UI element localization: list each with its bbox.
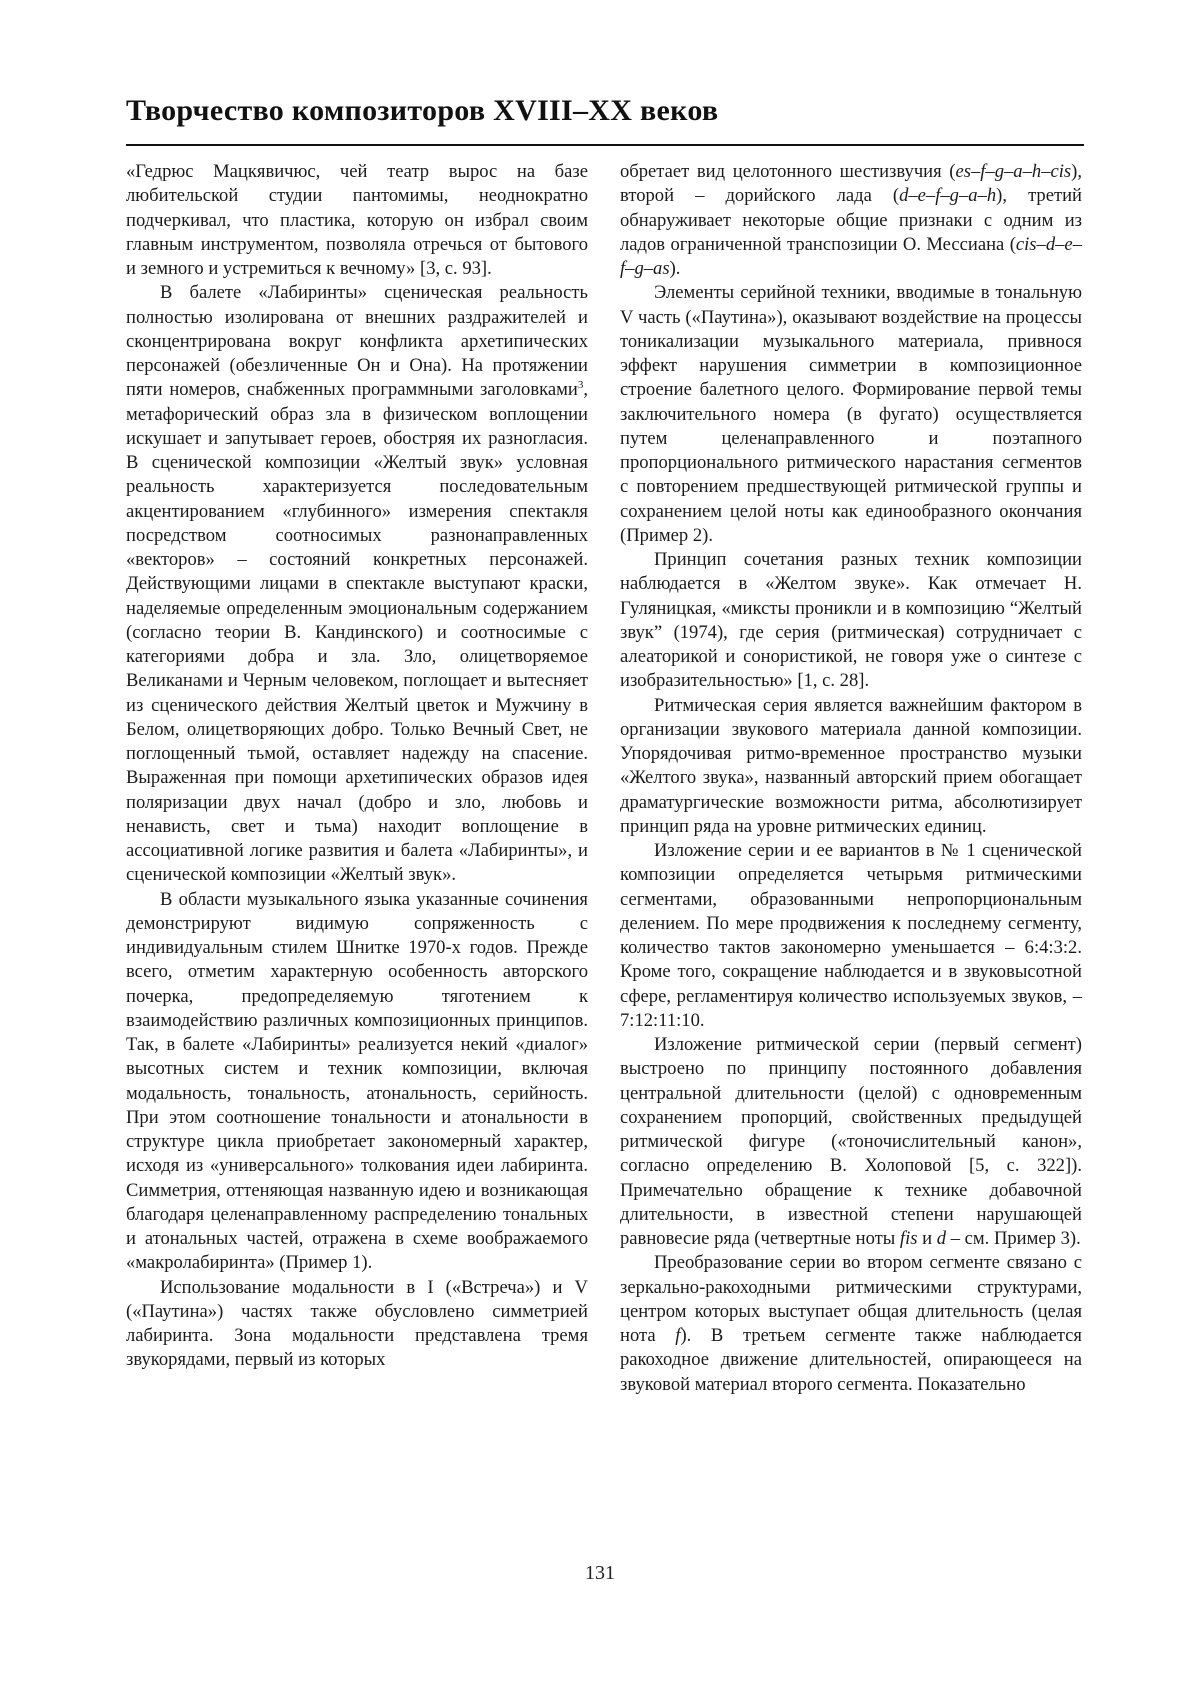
scale-notes: cis–d–e–f–g–as	[620, 233, 1082, 279]
paragraph: Принцип сочетания разных техник композиции наблюдается в «Желтом звуке». Как отмечает Н. Гуляницкая, «миксты проникли и в композицию “Желтый звук” (1974), где серия (ритмическая) сотрудничает с алеаторикой и сонористикой, не говоря уже о синтезе с изобразительностью» [1, с. 28].	[620, 549, 1082, 692]
footnote-ref[interactable]: 3	[577, 379, 584, 392]
right-column	[620, 160, 1082, 1397]
paragraph-text: , метафорический образ зла в физическом воплощении искушает и запутывает героев, обостряя их разногласия. В сценической композиции «Желтый звук» условная реальность характеризуется последовательным акцентированием «глубинного» измерения спектакля посредством соотносимых разнонаправленных «векторов» – состояний конкретных персонажей. Действующими лицами в спектакле выступают краски, наделяемые определенным эмоциональным содержанием (согласно теории В. Кандинского) и соотносимые с категориями добра и зла. Зло, олицетворяемое Великанами и Черным человеком, поглощает и вытесняет из сценического действия Желтый цветок и Мужчину в Белом, олицетворяющих добро. Только Вечный Свет, не поглощенный тьмой, оставляет надежду на спасение. Выраженная при помощи архетипических образов идея поляризации двух начал (добро и зло, любовь и ненависть, свет и тьма) находит воплощение в ассоциативной логике развития и балета «Лабиринты», и сценической композиции «Желтый звук».	[126, 379, 588, 886]
paragraph-text: – см. Пример 3).	[946, 1228, 1081, 1249]
paragraph-text: Преобразование серии во втором сегменте связано с зеркально-ракоходными ритмическими структурами, центром которых выступает общая длительность (целая нота	[620, 1252, 1082, 1346]
page-number: 131	[585, 1562, 615, 1584]
paragraph: Элементы серийной техники, вводимые в тональную V часть («Паутина»), оказывают воздействие на процессы тоникализации музыкального материала, привнося эффект нарушения симметрии в композиционное строение балетного целого. Формирование первой темы заключительного номера (в фугато) осуществляется путем целенаправленного и поэтапного пропорционального ритмического нарастания сегментов с повторением предшествующей ритмической группы и сохранением целой ноты как единообразного окончания (Пример 2).	[620, 282, 1082, 546]
paragraph	[620, 160, 1082, 281]
paragraph-text: ).	[669, 258, 681, 279]
paragraph: В области музыкального языка указанные сочинения демонстрируют видимую сопряженность с индивидуальным стилем Шнитке 1970-х годов. Прежде всего, отметим характерную особенность авторского почерка, предопределяемую тяготением к взаимодействию различных композиционных принципов. Так, в балете «Лабиринты» реализуется некий «диалог» высотных систем и техник композиции, включая модальность, тональность, атональность, серийность. При этом соотношение тональности и атональности в структуре цикла приобретает закономерный характер, исходя из «универсального» толкования идеи лабиринта. Симметрия, оттеняющая названную идею и возникающая благодаря целенаправленному распределению тональных и атональных частей, отражена в схеме воображаемого «макролабиринта» (Пример 1).	[126, 888, 588, 1274]
paragraph-text: ), второй – дорийского лада (	[620, 161, 1082, 207]
paragraph-text: Изложение ритмической серии (первый сегмент) выстроено по принципу постоянного добавления центральной длительности (целой) с одновременным сохранением пропорций, свойственных предыдущей ритмической фигуре («тоночислительный канон», согласно определению В. Холоповой [5, с. 322]). Примечательно обращение к технике добавочной длительности, в известной степени нарушающей равновесие ряда (четвертные ноты	[620, 1034, 1082, 1249]
note-name: d	[936, 1228, 947, 1249]
paragraph: Использование модальности в I («Встреча») и V («Паутина») частях также обусловлено симметрией лабиринта. Зона модальности представлена тремя звукорядами, первый из которых	[126, 1276, 588, 1371]
note-name: f	[675, 1325, 681, 1346]
scale-notes: d–e–f–g–a–h	[899, 185, 997, 207]
scale-notes: es–f–g–a–h–cis	[955, 161, 1072, 182]
paragraph-text: и	[917, 1228, 937, 1249]
header-rule	[126, 144, 1084, 146]
paragraph	[620, 1251, 1082, 1397]
paragraph-text: ). В третьем сегменте также наблюдается ракоходное движение длительностей, опирающееся на звуковой материал второго сегмента. Показательно	[620, 1325, 1082, 1395]
note-name: fis	[899, 1228, 918, 1249]
left-column	[126, 160, 588, 1373]
running-title: Творчество композиторов XVIII–XX веков	[126, 94, 719, 127]
paragraph-text: ), третий обнаруживает некоторые общие признаки с одним из ладов ограниченной транспозиции О. Мессиана (	[620, 185, 1083, 255]
paragraph: «Гедрюс Мацкявичюс, чей театр вырос на базе любительской студии пантомимы, неоднократно подчеркивал, что пластика, которую он избрал своим главным инструментом, позволяла отречься от бытового и земного и устремиться к вечному» [3, с. 93].	[126, 161, 588, 279]
paragraph	[620, 1033, 1082, 1251]
paragraph: Изложение серии и ее вариантов в № 1 сценической композиции определяется четырьмя ритмическими сегментами, образованными непропорциональным делением. По мере продвижения к последнему сегменту, количество тактов закономерно уменьшается – 6:4:3:2. Кроме того, сокращение наблюдается и в звуковысотной сфере, регламентируя количество используемых звуков, – 7:12:11:10.	[620, 840, 1082, 1031]
paragraph-text: В балете «Лабиринты» сценическая реальность полностью изолирована от внешних раздражителей и сконцентрирована вокруг конфликта архетипических персонажей (обезличенные Он и Она). На протяжении пяти номеров, снабженных программными заголовками	[126, 282, 588, 401]
paragraph: Ритмическая серия является важнейшим фактором в организации звукового материала данной композиции. Упорядочивая ритмо-временное пространство музыки «Желтого звука», названный авторский прием обогащает драматургические возможности ритма, абсолютизирует принцип ряда на уровне ритмических единиц.	[620, 694, 1082, 837]
paragraph	[126, 281, 588, 887]
paragraph-text: обретает вид целотонного шестизвучия (	[620, 161, 956, 182]
